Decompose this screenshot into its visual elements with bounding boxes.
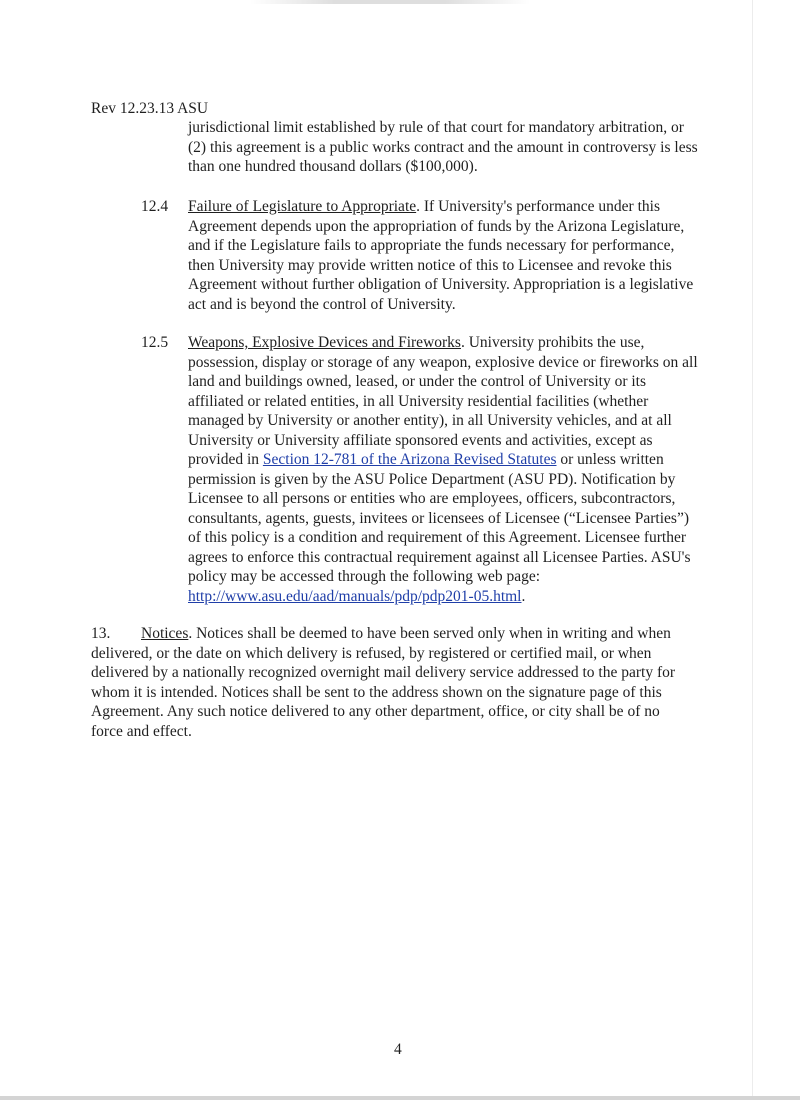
text-line: managed by University or another entity), in all University vehicles, and at all	[188, 412, 672, 429]
scan-artifact	[250, 0, 530, 4]
text-line: land and buildings owned, leased, or under the control of University or its	[188, 373, 647, 390]
statute-link[interactable]: Section 12-781 of the Arizona Revised Statutes	[262, 451, 557, 468]
text-line: act and is beyond the control of University.	[188, 295, 456, 313]
text-run: . University prohibits the use,	[460, 334, 645, 351]
section-title: Failure of Legislature to Appropriate	[188, 198, 417, 215]
text-run: . Notices shall be deemed to have been served only when in writing and when	[188, 625, 671, 642]
section-12-4	[188, 197, 728, 314]
text-line: then University may provide written notice of this to Licensee and revoke this	[188, 256, 672, 274]
text-run: . If University's performance under this	[416, 198, 660, 215]
text-line	[188, 197, 728, 217]
policy-url-link[interactable]: http://www.asu.edu/aad/manuals/pdp/pdp201-05.html	[188, 587, 522, 605]
text-line: permission is given by the ASU Police Department (ASU PD). Notification by	[188, 470, 676, 488]
text-line: force and effect.	[91, 722, 192, 740]
text-line: possession, display or storage of any weapon, explosive device or fireworks on all	[188, 353, 698, 371]
text-run: provided in	[188, 451, 263, 468]
page-number: 4	[394, 1041, 402, 1058]
text-line	[188, 587, 728, 607]
text-line	[188, 333, 728, 353]
section-title: Weapons, Explosive Devices and Fireworks	[188, 334, 461, 351]
text-line: consultants, agents, guests, invitees or licensees of Licensee (“Licensee Parties”)	[188, 509, 689, 527]
section-12-5	[188, 333, 728, 606]
text-line: University or University affiliate sponsored events and activities, except as	[188, 431, 653, 449]
revision-header: Rev 12.23.13 ASU	[91, 100, 209, 117]
section-title: Notices	[141, 625, 189, 642]
text-line: (2) this agreement is a public works contract and the amount in controversy is less	[188, 138, 698, 156]
text-line: affiliated or related entities, in all University residential facilities (whether	[188, 392, 649, 410]
text-line: agrees to enforce this contractual requirement against all Licensee Parties. ASU's	[188, 548, 691, 566]
text-line: policy may be accessed through the following web page:	[188, 568, 541, 585]
text-line: Agreement without further obligation of University. Appropriation is a legislative	[188, 276, 694, 293]
text-line: delivered by a nationally recognized overnight mail delivery service addressed to the party for	[91, 664, 676, 681]
text-line: whom it is intended. Notices shall be sent to the address shown on the signature page of this	[91, 683, 662, 701]
text-line: than one hundred thousand dollars ($100,000).	[188, 158, 478, 175]
section-13	[91, 624, 711, 741]
text-line: Agreement. Any such notice delivered to any other department, office, or city shall be of no	[91, 703, 660, 720]
text-line: Agreement depends upon the appropriation of funds by the Arizona Legislature,	[188, 217, 685, 235]
section-number-12-4: 12.4	[141, 198, 169, 215]
text-line	[188, 450, 728, 470]
text-line: Licensee to all persons or entities who are employees, officers, subcontractors,	[188, 490, 676, 507]
scan-edge-line	[752, 0, 753, 1096]
section-number-13: 13.	[91, 625, 111, 642]
text-line: of this policy is a condition and requirement of this Agreement. Licensee further	[188, 529, 687, 546]
section-number-12-5: 12.5	[141, 334, 169, 351]
text-line	[91, 624, 711, 644]
text-line: delivered, or the date on which delivery is refused, by registered or certified mail, or when	[91, 644, 652, 662]
page-bottom-edge	[0, 1096, 800, 1100]
text-line: and if the Legislature fails to appropriate the funds necessary for performance,	[188, 237, 675, 254]
text-run: .	[521, 587, 526, 605]
text-line: jurisdictional limit established by rule of that court for mandatory arbitration, or	[188, 119, 684, 136]
text-run: or unless written	[556, 451, 664, 468]
continuation-paragraph	[188, 118, 728, 177]
